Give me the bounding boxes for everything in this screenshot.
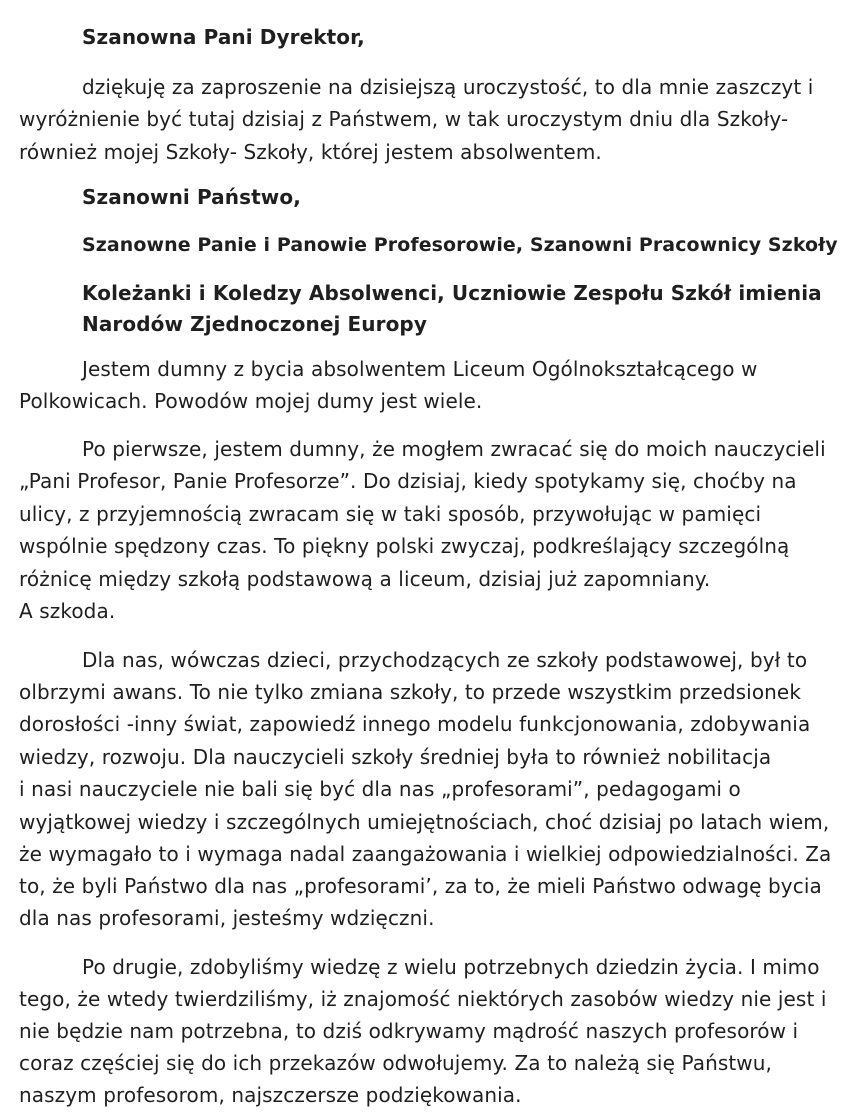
text-line: dorosłości -inny świat, zapowiedź innego modelu funkcjonowania, zdobywania bbox=[19, 712, 811, 736]
text-line: wyjątkowej wiedzy i szczególnych umiejętnościach, choć dzisiaj po latach wiem, bbox=[19, 810, 830, 834]
text-line: coraz częściej się do ich przekazów odwołujemy. Za to należą się Państwu, bbox=[19, 1051, 772, 1075]
text-line: Po pierwsze, jestem dumny, że mogłem zwracać się do moich nauczycieli bbox=[82, 437, 826, 461]
text-line: nie będzie nam potrzebna, to dziś odkrywamy mądrość naszych profesorów i bbox=[19, 1019, 799, 1043]
text-line: Dla nas, wówczas dzieci, przychodzących ze szkoły podstawowej, był to bbox=[82, 648, 808, 672]
text-line: i nasi nauczyciele nie bali się być dla nas „profesorami”, pedagogami o bbox=[19, 777, 741, 801]
text-line: ulicy, z przyjemnością zwracam się w taki sposób, przywołując w pamięci bbox=[19, 502, 762, 526]
salutation: Szanowna Pani Dyrektor, bbox=[82, 25, 365, 49]
text-line: dla nas profesorami, jesteśmy wdzięczni. bbox=[19, 906, 435, 930]
text-line: wspólnie spędzony czas. To piękny polski zwyczaj, podkreślający szczególną bbox=[19, 534, 790, 558]
text-line: wyróżnienie być tutaj dzisiaj z Państwem, w tak uroczystym dniu dla Szkoły- bbox=[19, 107, 789, 131]
text-line: Jestem dumny z bycia absolwentem Liceum Ogólnokształcącego w bbox=[82, 357, 758, 381]
address-line: Szanowni Państwo, bbox=[82, 185, 301, 209]
text-line: naszym profesorom, najszczersze podziękowania. bbox=[19, 1083, 522, 1107]
text-line: różnicę między szkołą podstawową a liceum, dzisiaj już zapomniany. bbox=[19, 567, 711, 591]
text-line: wiedzy, rozwoju. Dla nauczycieli szkoły średniej była to również nobilitacja bbox=[19, 745, 772, 769]
text-line: tego, że wtedy twierdziliśmy, iż znajomość niektórych zasobów wiedzy nie jest i bbox=[19, 987, 827, 1011]
text-line: A szkoda. bbox=[19, 599, 116, 623]
text-line: Polkowicach. Powodów mojej dumy jest wiele. bbox=[19, 389, 483, 413]
address-line: Narodów Zjednoczonej Europy bbox=[82, 312, 427, 336]
text-line: Po drugie, zdobyliśmy wiedzę z wielu potrzebnych dziedzin życia. I mimo bbox=[82, 955, 820, 979]
text-line: również mojej Szkoły- Szkoły, której jestem absolwentem. bbox=[19, 140, 602, 164]
text-line: dziękuję za zaproszenie na dzisiejszą uroczystość, to dla mnie zaszczyt i bbox=[82, 75, 814, 99]
address-line: Koleżanki i Koledzy Absolwenci, Uczniowie Zespołu Szkół imienia bbox=[82, 281, 822, 305]
text-line: „Pani Profesor, Panie Profesorze”. Do dzisiaj, kiedy spotykamy się, choćby na bbox=[19, 469, 797, 493]
address-line: Szanowne Panie i Panowie Profesorowie, Szanowni Pracownicy Szkoły bbox=[82, 234, 838, 256]
text-line: to, że byli Państwo dla nas „profesorami’, za to, że mieli Państwo odwagę bycia bbox=[19, 874, 822, 898]
text-line: olbrzymi awans. To nie tylko zmiana szkoły, to przede wszystkim przedsionek bbox=[19, 680, 802, 704]
text-line: że wymagało to i wymaga nadal zaangażowania i wielkiej odpowiedzialności. Za bbox=[19, 842, 832, 866]
